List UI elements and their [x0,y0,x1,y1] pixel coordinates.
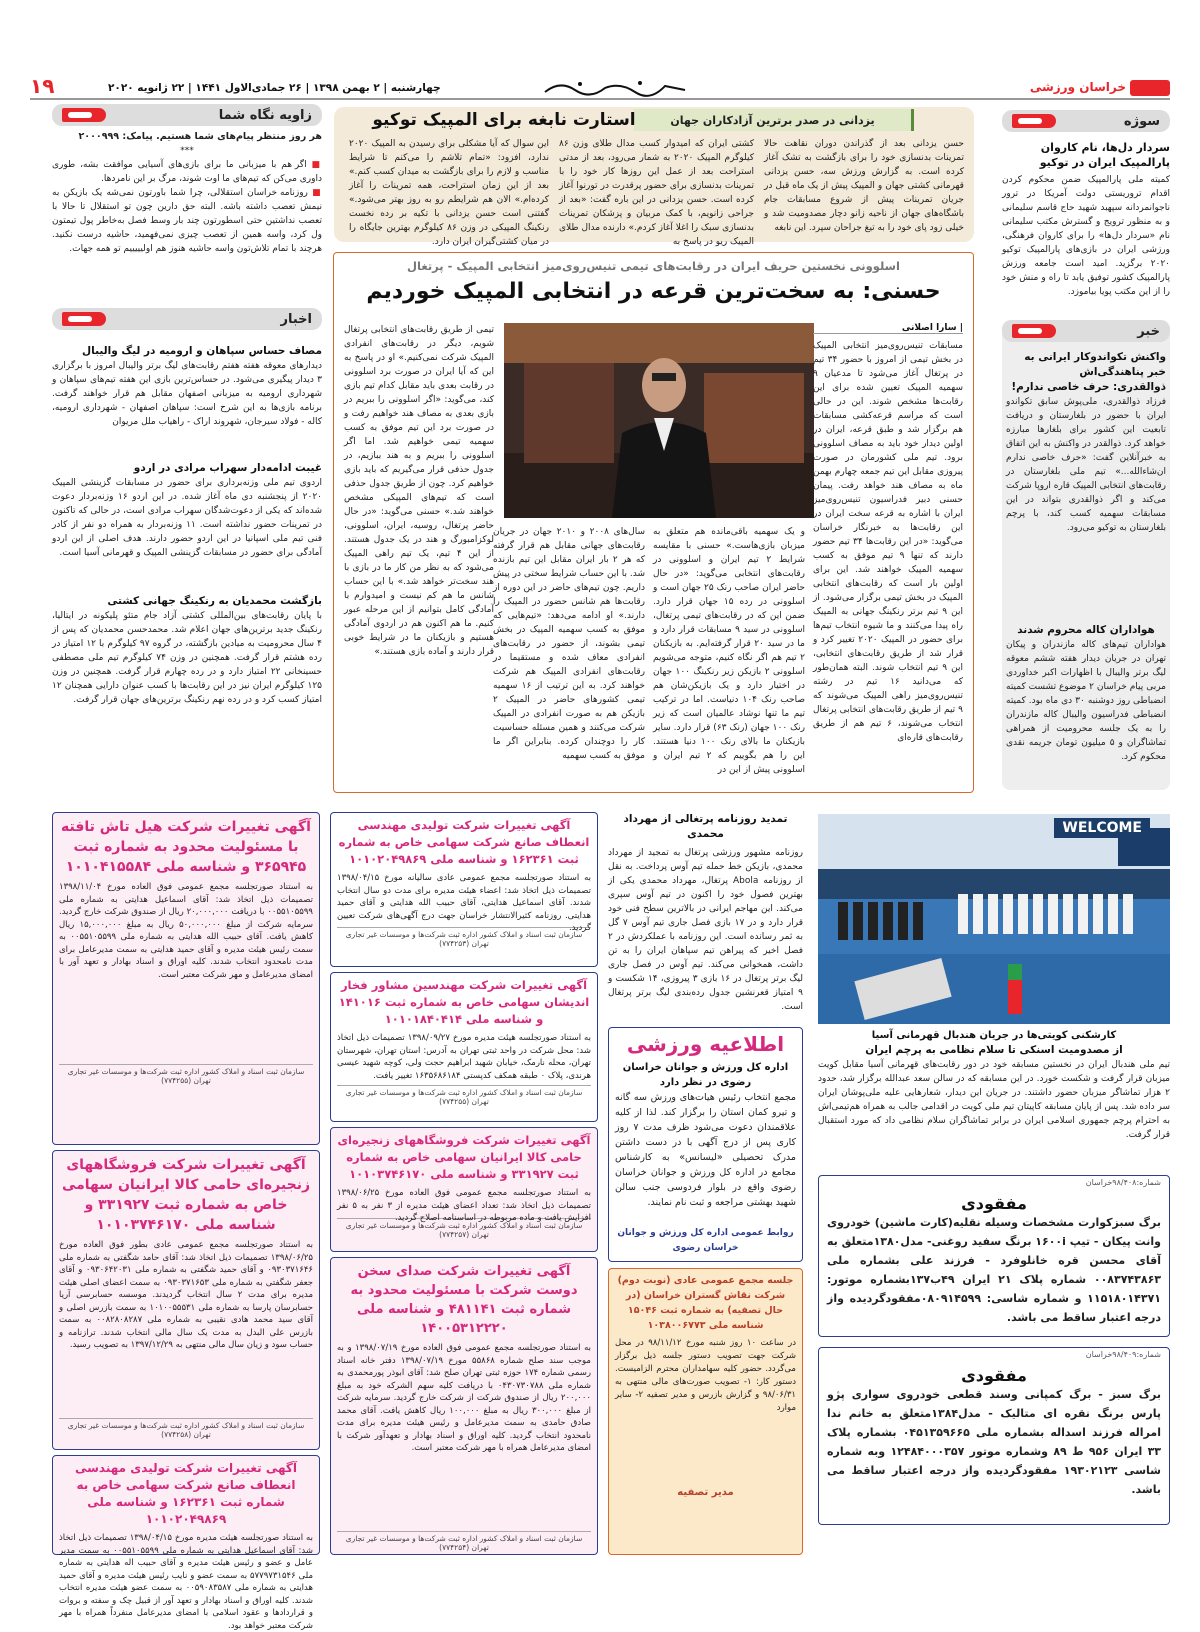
date-line: چهارشنبه | ۲ بهمن ۱۳۹۸ | ۲۶ جمادی‌الاول ۱۴۴۱ | ۲۲ ژانویه ۲۰۲۰ [108,82,441,94]
handball-caption1: کارشکنی کویتی‌ها در جریان هندبال قهرمانی آسیا [871,1030,1117,1041]
khabar-item1-sub: ذوالقدری: حرف خاصی ندارم! [1011,381,1166,393]
etelaie-title: اطلاعیه ورزشی [626,1032,785,1056]
pen-icon [62,312,106,326]
yazdani-box [334,107,974,247]
ad-fakhar-title: آگهی تغییرات شرکت مهندسین مشاور فخار اندیشان سهامی خاص به شماره ثبت ۱۴۱۰۱۶ و شناسه ملی ۱۰۱۰۱۸۴۰۴۱۴ [338,978,590,1026]
lost-notice-2-body: برگ سبز - برگ کمپانی وسند قطعی خودروی سواری پژو پارس برنگ نقره ای متالیک - مدل۱۳۸۴متعلق به خانم ندا امراله فرزند اسداله بشماره ملی ۰۴۵۱۳۵۹۶۶۵ بشماره پلاک ۳۳ ایران ۹۵۶ ط ۸۹ وشماره موتور ۱۲۴۸۴۰۰۰۳۵۷ وبه شماره شاسی ۱۹۳۰۲۱۲۳ مفقودگردیده واز درجه اعتبار ساقط می باشد. [827,1388,1161,1496]
ad-hami-kala-2-title: آگهی تغییرات شرکت فروشگاههای زنجیره‌ای حامی کالا ایرانیان سهامی خاص به شماره ثبت ۳۳۱۹۲۷ و شناسه ملی ۱۰۱۰۳۷۴۶۱۷۰ [337,1133,591,1181]
ad-fakhar-body: به استناد صورتجلسه هیئت مدیره مورخ ۱۳۹۸/۰۹/۲۷ تصمیمات ذیل اتخاذ شد: محل شرکت در واحد ثبتی تهران به آدرس: استان تهران، شهرستان تهران، محله نارمک، خیابان شهید ابراهیم حجت ولی، کوچه شهید عیسی هرندی، پلاک ۰ طبقه همکف کدپستی ۱۶۳۵۶۸۶۱۸۴ تغییر یافت. [337,1033,591,1081]
handball-body: تیم ملی هندبال ایران در نخستین مسابقه خود در دور رقابت‌های قهرمانی آسیا مقابل کویت میزبان قرار گرفت و شکست خورد. در این مسابقه که در سالن سعد عبدالله برگزار شد، حدود ۲ هزار تماشاگر میزبان حضور داشتند. در جریان این دیدار، شعارهایی علیه ملی‌پوشان ایران سر داده شد. پس از پایان مسابقه کاپیتان تیم ملی کویت در اقدامی جالب به همراه هم‌تیمی‌اش به احترام پرچم جمهوری اسلامی ایران در برابر تماشاگران سلام نظامی داد که مورد استقبال قرار گرفت. [818,1060,1170,1140]
ad-enetaf-2-body: به استناد صورتجلسه هیئت مدیره مورخ ۱۳۹۸/۰۴/۱۵ تصمیمات ذیل اتخاذ شد: آقای اسماعیل هدایتی به شماره ملی ۰۰۵۵۱۰۵۵۹۹ به سمت مدیر عامل و عضو و رئیس هیئت مدیره و آقای حبیب اله هدایتی به شماره ملی ۵۷۷۹۷۳۱۵۴۶ به سمت عضو و نایب رئیس هیئت مدیره و آقای حمید هدایتی به شماره ملی ۰۰۵۹۰۸۳۵۸۷ به سمت عضو هیئت مدیره انتخاب شدند. کلیه اوراق و اسناد بهادار و تعهد آور از قبیل چک و سفته و بروات و قراردادها و عقود اسلامی با امضای مدیرعامل منفرداً همراه با مهر شرکت معتبر خواهد بود. [59,1533,313,1631]
khabar-item2-title: هواداران کاله محروم شدند [1017,624,1155,636]
akhbar-item3-title: بازگشت محمدیان به رنکینگ جهانی کشتی [107,595,322,607]
lost-notice-1-title: مفقودی [961,1194,1027,1213]
handball-banner: WELCOME [1054,818,1150,838]
lost-notice-1 [818,1175,1170,1337]
zaviye-item2: ■ روزنامه خراسان استقلالی، چرا شما باورتون نمی‌شه یک بازیکن به نیمش تعصب داشته باشه. البته حق دارین چون تو استقلال تا حالا با تعصب نداشتین حتی اسطورتون چند بار وسط فصل به‌خاطر پول تیمتون ول کرد، واسه همین از تعصب چیزی نمی‌فهمید، حاشیه درست نکنید. هرچند با تمام تلاش‌تون واسه حاشیه هنوز هم اولیییییم تو همه جهات. [52,188,322,254]
zaviye-divider: *** [180,146,194,156]
ad-enetaf-2-title: آگهی تغییرات شرکت تولیدی مهندسی انعطاف صانع شرکت سهامی خاص به شماره ثبت ۱۶۲۳۶۱ و شناسه ملی ۱۰۱۰۲۰۴۹۸۶۹ [74,1461,297,1526]
ad-hami-kala-1-body: به استناد صورتجلسه مجمع عمومی عادی بطور فوق العاده مورخ ۱۳۹۸/۰۶/۲۵ تصمیمات ذیل اتخاذ شد: آقای حامد شگفتی به شماره ملی ۰۹۳۰۳۷۱۶۴۶ و آقای حمید شگفتی به شماره ملی ۰۹۳۰۶۴۲۰۳۱ و آقای جعفر شگفتی به شماره ملی ۰۹۳۰۳۷۱۶۵۳ به سمت اعضای اصلی هیئت مدیره برای مدت ۲ سال انتخاب گردیدند. موسسه حسابرسی آریا حسابرسان پارسا به شماره ملی ۱۰۱۰۰۵۵۵۳۱ به سمت بازرس اصلی و آقای سید محمد هادی نقیبی به شماره ملی ۰۰۸۲۸۰۸۲۸۷ به سمت بازرس علی البدل به مدت یک سال مالی انتخاب شدند. ترازنامه و حساب سود و زیان سال مالی منتهی به ۱۳۹۷/۱۲/۲۹ به تصویب رسید. [59,1240,313,1350]
lead-col1: مسابقات تنیس‌روی‌میز انتخابی المپیک در بخش تیمی از امروز با حضور ۳۴ تیم در پرتغال آغاز می‌شود تا مدعیان ۹ سهمیه المپیک تعیین شده برای این رقابت‌ها مشخص شوند. این در حالی است که مراسم قرعه‌کشی مسابقات هم برگزار شد و طبق قرعه، ایران در اولین دیدار خود باید به مصاف اسلوونی برود. تیم ملی کشورمان در صورت پیروزی مقابل این تیم جمعه چهارم بهمن ماه به مصاف هند خواهد رفت. پیمان حسنی دبیر فدراسیون تنیس‌روی‌میز ایران با اشاره به قرعه سخت ایران در این رقابت‌ها به خبرنگار خراسان می‌گوید: «در این رقابت‌ها ۳۴ تیم حضور دارند که تنها ۹ تیم موفق به کسب سهمیه المپیک خواهند شد. این برای اولین بار است که رقابت‌های انتخابی المپیک در بخش تیمی برگزار می‌شود. از این ۹ تیم برتر رنکینگ جهانی به المپیک راه پیدا می‌کنند و ما شیوه انتخاب تیم‌ها برای حضور در المپیک ۲۰۲۰ تغییر کرد و قرار شد از طریق رقابت‌های انتخابی، این ۹ تیم انتخاب شوند. البته همان‌طور که می‌دانید ۱۶ تیم در رشته تنیس‌روی‌میز راهی المپیک می‌شوند که ۹ تیم از طریق رقابت‌های انتخابی پرتغال انتخاب می‌شوند، ۶ تیم هم از طریق رقابت‌های قاره‌ای [813,341,964,743]
akhbar-item3-body: با پایان رقابت‌های بین‌المللی کشتی آزاد جام متئو پلیکونه در ایتالیا، رنکینگ جدید برترین‌های جهان اعلام شد. محمدحسن محمدیان که پس از ۴ سال محرومیت به میادین بازگشته، در گروه ۹۷ کیلوگرم با ۱۲ امتیاز در رده هشتم قرار گرفت. همچنین در وزن ۷۴ کیلوگرم تیم ملی مصطفی حسینخانی ۲۲ امتیاز دارد و در رده چهارم قرار گرفت. همچنین در وزن ۱۲۵ کیلوگرم ایران نیز در این رقابت‌ها با کسب عنوان دارایی همچنان ۱۲ امتیاز کسب کرد و در رده نهم رنکینگ برترین‌های جهان قرار گرفت. [52,611,322,705]
ad-sedaye-sokhan-footer: سازمان ثبت اسناد و املاک کشور اداره ثبت شرکت‌ها و موسسات غیر تجاری تهران (۷۷۴۲۵۴) [337,1531,591,1552]
ad-enetaf-1-footer: سازمان ثبت اسناد و املاک کشور اداره ثبت شرکت‌ها و موسسات غیر تجاری تهران (۷۷۴۲۵۳) [337,927,591,948]
lead-article [333,252,974,793]
yazdani-col3: این سوال که آیا مشکلی برای رسیدن به المپیک ۲۰۲۰ ندارد، افزود: «تمام تلاشم را می‌کنم تا شرایط مناسب و لازم را برای بازگشت به میدان کسب کنم.» بعد از این زمان استراحت، همه تمرینات را آغاز کرده‌ام.» الان هم شرایطم رو به روز بهتر می‌شود.» گفتنی است حسن یزدانی با تکیه بر رده نخست رنکینگ المپیکی در وزن ۸۶ کیلوگرم بهترین جایگاه را در میان کشتی‌گیران ایران دارد. [349,139,549,247]
pen-icon [1012,324,1056,338]
quote-icon [62,108,106,122]
handball-caption2: از مصدومیت اسنکی تا سلام نظامی به پرچم ایران [865,1044,1123,1056]
ad-hami-kala-2-footer: سازمان ثبت اسناد و املاک کشور اداره ثبت شرکت‌ها و موسسات غیر تجاری تهران (۷۷۴۲۵۷) [337,1218,591,1239]
calligraphy-icon [540,78,690,98]
tamdid-body: روزنامه مشهور ورزشی پرتغال به تمجید از مهرداد محمدی، بازیکن خط حمله تیم آوس پرداخت. به نقل از روزنامه Abola پرتغال، مهرداد محمدی یکی از بهترین فصول خود را اکنون در تیم آوس سپری می‌کند. این مهاجم ایرانی در بالاترین سطح فنی خود قرار دارد و در ۱۷ بازی فصل جاری تیم آوس ۷ گل به ثمر رسانده است. این روزنامه با عملکردش در ۲ فصل اخیر که پیراهن تیم سپاهان ایران را به تن داشت، همخوانی می‌کند. تیم آوس در فصل جاری لیگ برتر پرتغال در ۱۶ بازی ۳ پیروزی، ۱۴ شکست و ۹ امتیاز قعرنشین جدول رده‌بندی لیگ برتر پرتغال است. [608,848,804,1012]
ad-fakhar [330,972,598,1122]
ad-fakhar-footer: سازمان ثبت اسناد و املاک کشور اداره ثبت شرکت‌ها و موسسات غیر تجاری تهران (۷۷۴۲۵۵) [337,1085,591,1106]
khabar-header [1002,320,1170,342]
zaviye-header [52,104,322,126]
etelaie-box [608,1027,803,1262]
ad-hami-kala-1-footer: سازمان ثبت اسناد و املاک کشور اداره ثبت شرکت‌ها و موسسات غیر تجاری تهران (۷۷۴۲۵۸) [59,1418,313,1439]
yazdani-col2: کشتی ایران که امیدوار کسب مدال طلای وزن ۸۶ کیلوگرم المپیک ۲۰۲۰ به شمار می‌رود، بعد از مدتی استراحت بعد از عمل این روزها کار خود را با تمرینات بدنسازی برای حضور پرقدرت در تورنوا آغاز کرده است. حسن یزدانی در این باره گفت: «بعد از جراحی زانویم، با کمک مربیان و پزشکان تمرینات بدنسازی سبک را اغلا آغاز کردم.» دارنده مدال طلای المپیک ریو در پاسخ به [559,139,754,247]
akhbar-item2-title: غیبت ادامه‌دار سهراب مرادی در اردو [133,462,322,474]
etelaie-sign: روابط عمومی اداره کل ورزش و جوانان خراسان رضوی [617,1228,794,1253]
sooje-headline1: سردار دل‌ها، نام کاروان [1040,141,1170,154]
lost-notice-2-title: مفقودی [961,1366,1027,1385]
meeting-body: در ساعت ۱۰ روز شنبه مورخ ۹۸/۱۱/۱۲ در محل شرکت جهت تصویب دستور جلسه ذیل برگزار می‌گردد. حضور کلیه سهامداران محترم الزامیست. دستور کار: ۱- تصویب صورت‌های مالی منتهی به ۹۸/۰۶/۳۱ و گزارش بازرس و مدیر تصفیه ۲- سایر موارد [615,1338,796,1413]
akhbar-item2-body: اردوی تیم ملی وزنه‌برداری برای حضور در مسابقات گزینشی المپیک ۲۰۲۰ از پنجشنبه دی ماه آغاز شده. در این اردو ۱۶ وزنه‌بردار دعوت شده‌اند که یکی از دعوت‌شدگان سهراب مرادی است، در حالی که تاکنون در تمرینات حضور نداشته است. ۱۱ وزنه‌بردار به همراه دو نفر از کادر فنی تیم ملی اسپانیا در این اردو حضور دارند. هدف اصلی از این اردو آمادگی برای حضور در مسابقات گزینشی المپیک و قهرمانی آسیا است. [52,478,322,558]
tamdid-title: تمدید روزنامه پرتغالی از مهرداد محمدی [623,813,788,840]
logo-icon [1130,80,1170,96]
lead-col3: سال‌های ۲۰۰۸ و ۲۰۱۰ جهان در جریان رقابت‌های جهانی مقابل هم قرار گرفته که هر ۲ بار ایران مقابل این تیم بازنده شد. با این حساب شرایط سختی در پیش داریم. چون تیم‌های حاضر در این دوره از رقابت‌ها هم شانس حضور در المپیک را دارند.» او ادامه می‌دهد: «تیم‌هایی که موفق به کسب سهمیه المپیک در بخش تیمی بشوند، از حضور در رقابت‌های انفرادی معاف شده و مستقیما در رقابت‌های انفرادی المپیک هم شرکت خواهند کرد. به این ترتیب از ۱۶ سهمیه تیمی کشورهای حاضر در المپیک ۲ بازیکن هم به صورت انفرادی در المپیک شرکت می‌کنند و همین مسئله حساسیت کار را دوچندان کرده. بنابراین اگر ما موفق به کسب سهمیه [493,527,646,761]
zaviye-section [52,104,322,304]
page-number: ۱۹ [30,74,55,98]
ad-enetaf-1-title: آگهی تغییرات شرکت تولیدی مهندسی انعطاف صانع شرکت سهامی خاص به شماره ثبت ۱۶۲۳۶۱ و شناسه ملی ۱۰۱۰۲۰۴۹۸۶۹ [338,818,590,866]
khabar-item1-title: واکنش تکواندوکار ایرانی به خبر پناهندگی‌اش [1024,351,1166,378]
ad-hami-kala-1 [52,1150,320,1450]
tamdid-article [608,812,803,1022]
etelaie-body: مجمع انتخاب رئیس هیات‌های ورزش سه گانه و تیرو کمان استان را برگزار کند. لذا از کلیه علاقمندان دعوت می‌شود ظرف مدت ۷ روز کاری پس از درج آگهی با در دست داشتن مدرک تحصیلی «لیسانس» به کارشناس مجامع در اداره کل ورزش و جوانان خراسان رضوی واقع در بلوار فردوسی جنب سالن شهید بهشتی مراجعه و ثبت نام نمایند. [615,1092,796,1208]
lost-notice-1-ref: شماره:۹۸/۴۰۸خراسان [1085,1178,1161,1187]
etelaie-sub: اداره کل ورزش و جوانان خراسان رضوی در نظر دارد [622,1062,789,1088]
ad-hil-tash-footer: سازمان ثبت اسناد و املاک کشور اداره ثبت شرکت‌ها و موسسات غیر تجاری تهران (۷۷۴۲۵۵) [59,1064,313,1085]
logo-text: خراسان ورزشی [1029,80,1126,94]
ad-hil-tash-body: به استناد صورتجلسه مجمع عمومی فوق العاده مورخ ۱۳۹۸/۱۱/۰۴ تصمیمات ذیل اتخاذ شد: آقای اسماعیل هدایتی به شماره ملی ۰۰۵۵۱۰۵۵۹۹ با دریافت ۲۰,۰۰۰,۰۰۰ ریال از صندوق شرکت خارج گردید. سرمایه شرکت از مبلغ ۵۰,۰۰۰,۰۰۰ ریال به مبلغ ۱۵,۰۰۰,۰۰۰ ریال کاهش یافت. آقای حبیب الله هدایتی به شماره ملی ۰۰۵۵۱۰۵۵۹۹ به سمت رئیس هیئت مدیره و آقای حمید هدایتی به سمت مدیرعامل برای مدت نامحدود انتخاب شدند. کلیه اوراق و اسناد بهادار و تعهد آور با امضای مدیرعامل و مهر شرکت معتبر است. [59,882,313,980]
page-header [30,74,1170,100]
sooje-body: کمیته ملی پارالمپیک ضمن محکوم کردن اقدام تروریستی دولت آمریکا در ترور ناجوانمردانه سپهبد شهید حاج قاسم سلیمانی و به منظور ترویج و گسترش مکتب سلیمانی نام «سردار دل‌ها» را برای کاروان فرهنگی، ورزشی ایران در بازی‌های پارالمپیک توکیو ۲۰۲۰ برگزید. امید است جامعه ورزش پارالمپیک کشور توفیق یابد تا راه و منش خود را از این مکتب پویا بیاموزد. [1002,175,1170,297]
ad-enetaf-2 [52,1455,320,1631]
akhbar-section [52,308,322,793]
zaviye-title: زاویه نگاه شما [218,107,312,123]
khabar-item1-body: فرزاد ذوالقدری، ملی‌پوش سابق تکواندو ایران با حضور در بلغارستان و دریافت تابعیت این کشور برای بلغارها مبارزه خواهد کرد. ذوالقدر در واکنش به این اتفاق به خبرآنلاین گفت: «حرف خاصی ندارم ان‌شاءالله...» تیم ملی بلغارستان در رقابت‌های انتخابی المپیک قاره اروپا شرکت می‌کند و اگر ذوالقدری بتواند در این مسابقات سهمیه کسب کند، با پرچم بلغارستان به توکیو می‌رود. [1006,397,1166,533]
lead-col2: و یک سهمیه باقی‌مانده هم متعلق به میزبان بازی‌هاست.» حسنی با مقایسه شرایط ۲ تیم ایران و اسلوونی در رقابت‌های انتخابی می‌گوید: «در حال حاضر ایران صاحب رنک ۲۵ جهان است و اسلوونی در رده ۱۵ جهان قرار دارد. ضمن این که در رقابت‌های تیمی پرتغال، اسلوونی در سید ۹ مسابقات قرار دارد و ما در سید ۲۰ قرار گرفته‌ایم. به بازیکنان ۲ تیم هم اگر نگاه کنیم، متوجه می‌شویم اسلوونی ۲ بازیکن زیر رنکینگ ۱۰۰ جهان در اختیار دارد و یک بازیکن‌شان هم صاحب رنک ۱۰۴ دنیاست. اما در ترکیب تیم ما تنها نوشاد عالمیان است که زیر رنک ۱۰۰ جهان (رنک ۶۳) قرار دارد. سایر بازیکنان ما بالای رنک ۱۰۰ دنیا هستند. این را هم بگوییم که ۲ تیم ایران و اسلوونی پیش از این در [653,527,805,775]
khabar-section [1002,320,1170,790]
ad-hil-tash [52,812,320,1145]
sooje-header [1002,110,1170,132]
lead-byline: | سارا اصلانی [813,323,963,334]
handball-article [818,1028,1170,1143]
yazdani-col1: حسن یزدانی بعد از گذراندن دوران نقاهت حالا تمرینات بدنسازی خود را برای بازگشت به تشک آغاز کرده است. به گزارش ورزش سه، حسن یزدانی قهرمانی کشتی جهان و المپیک پیش از یک ماه قبل در جریان تمرینات پیش از شروع مسابقات جام باشگاه‌های جهان از ناحیه زانو دچار مصدومیت شد و خیلی زود پای خود را به تیغ جراحان سپرد. این نابغه [764,139,964,233]
lost-notice-2-ref: شماره:۹۸/۴۰۹خراسان [1085,1350,1161,1359]
ad-hil-tash-title: آگهی تغییرات شرکت هیل تاش تافته با مسئولیت محدود به شماره ثبت ۳۶۵۹۴۵ و شناسه ملی ۱۰۱۰۴۱۵۵۸۴ [61,819,311,875]
lead-headline: حسنی: به سخت‌ترین قرعه در انتخابی المپیک خوردیم [366,279,941,304]
lead-kicker: اسلوونی نخستین حریف ایران در رقابت‌های تیمی تنیس‌روی‌میز انتخابی المپیک - پرتغال [407,259,900,273]
ad-sedaye-sokhan-body: به استناد صورتجلسه مجمع عمومی فوق العاده مورخ ۱۳۹۸/۰۷/۱۹ و به موجب سند صلح شماره ۵۵۸۶۸ مورخ ۱۳۹۸/۰۷/۱۹ دفتر خانه اسناد رسمی شماره ۱۷۴ حوزه ثبتی تهران صلح شد: آقای ابوذر پورمحمدی به شماره ملی ۰۴۳۰۷۳۰۷۸۸ با دریافت کلیه سهم الشرکه خود به مبلغ ۲۰۰,۰۰۰ ریال از صندوق شرکت از شرکت خارج گردید. سرمایه شرکت از مبلغ ۳۰۰,۰۰۰ ریال به مبلغ ۱۰۰,۰۰۰ ریال کاهش یافت. آقای محمد صادق حامدی به سمت مدیرعامل و رئیس هیئت مدیره برای مدت نامحدود انتخاب گردید. کلیه اوراق و اسناد بهادار و تعهدآور شرکت با امضای مدیرعامل همراه با مهر شرکت معتبر است. [337,1343,591,1453]
lead-col4: تیمی از طریق رقابت‌های انتخابی پرتغال شویم، دیگر در رقابت‌های انفرادی المپیک شرکت نمی‌کنیم.» او در پاسخ به این که آیا ایران در صورت برد اسلوونی در رقابت بعدی باید مقابل کدام تیم بازی کند، می‌گوید: «اگر اسلوونی را ببریم در بازی بعدی به مصاف هند خواهیم رفت و در صورت برد این تیم موفق به کسب سهمیه تیمی خواهیم شد. اما اگر اسلوونی را ببریم و به هند ببازیم، در جدول حذفی قرار می‌گیریم که باید بازی خواهیم کرد. چون از طریق جدول حذفی است که تیم‌های المپیکی مشخص خواهند شد.» حسنی می‌گوید: «در حال حاضر پرتغال، روسیه، ایران، اسلوونی، لوکزامبورگ و هند در یک جدول هستند. از این ۴ تیم، یک تیم راهی المپیک می‌شود که به نظر من کار ما در بازی با هند سخت‌تر خواهد شد.» با این حساب شانس ما هم کم نیست و امیدوارم با آمادگی کامل بتوانیم از این مرحله عبور کنیم. ما هم اکنون هم در اردوی آمادگی هستیم و بازیکنان ما در شرایط خوبی قرار دارند و آماده بازی هستند.» [344,325,495,657]
zaviye-phone: هر روز منتظر پیام‌های شما هستیم. پیامک: ۲۰۰۰۹۹۹ [78,131,322,142]
ad-hami-kala-2-body: به استناد صورتجلسه مجمع عمومی فوق العاده مورخ ۱۳۹۸/۰۶/۲۵ تصمیمات ذیل اتخاذ شد: تعداد اعضای هیئت مدیره از ۳ نفر به ۵ نفر افزایش یافت و ماده مربوطه در اساسنامه اصلاح گردید. [337,1188,592,1223]
handball-photo [818,814,1170,1024]
yazdani-headline: استارت نابغه برای المپیک توکیو [372,110,636,130]
lost-notice-2 [818,1347,1170,1525]
akhbar-item1-title: مصاف حساس سپاهان و ارومیه در لیگ والیبال [82,345,322,357]
logo [1029,78,1170,98]
meeting-box [608,1268,803,1555]
sooje-section [1002,110,1170,310]
lost-notice-1-body: برگ سبزکوارت مشخصات وسیله نقلیه(کارت ماشین) خودروی وانت پیکان - تیپ ۱۶۰۰i برنگ سفید روغنی- مدل۱۳۸۰متعلق به آقای محسن قره خانلوفرد - فرزند علی بشماره ملی ۰۰۸۳۷۴۳۸۶۳ شماره پلاک ۲۱ ایران ۴۹ب۱۳۷بشماره موتور: ۱۱۵۱۸۰۱۴۳۷۱ و شماره شاسی: ۰۸۰۹۱۴۵۹۹مفقودگردیده واز درجه اعتبار ساقط می باشد. [827,1216,1162,1324]
yazdani-kicker: یزدانی در صدر برترین آزادکاران جهان [634,109,914,131]
ad-sedaye-sokhan-title: آگهی تغییرات شرکت صدای سخن دوست شرکت با مسئولیت محدود به شماره ثبت ۴۸۱۱۴۱ و شناسه ملی ۱۴۰۰۵۳۱۲۲۲۰ [350,1264,578,1336]
ad-hami-kala-2 [330,1127,598,1252]
khabar-item2-body: هواداران تیم‌های کاله مازندران و پیکان تهران در جریان دیدار هفته ششم معوقه لیگ برتر والیبال با اظهارات اکبر خداوردی مربی پیام خراسان ۲ موضوع تشست کمیته انضباطی روز دوشنبه ۳۰ دی ماه بود. کمیته انضباطی فدراسیون والیبال کاله مازندران را به یک جلسه محرومیت از همراهی تماشاگران و ۵ میلیون تومان جریمه نقدی محکوم کرد. [1006,640,1166,762]
sooje-title: سوژه [1123,113,1160,129]
ad-sedaye-sokhan [330,1257,598,1555]
akhbar-item1-body: دیدارهای معوقه هفته هفتم رقابت‌های لیگ برتر والیبال امروز با برگزاری ۳ دیدار پیگیری می‌شود. در حساس‌ترین بازی این هفته تیم‌های سپاهان و شهرداری ارومیه به میزبانی اصفهان مقابل هم قرار خواهند گرفت. برنامه بازی‌ها به این شرح است: سپاهان اصفهان - شهرداری ارومیه، کاله - فولاد سیرجان، شهروند اراک - راهیاب ملل مریوان [52,361,322,427]
pen-icon [1012,114,1056,128]
ad-hami-kala-1-title: آگهی تغییرات شرکت فروشگاههای زنجیره‌ای حامی کالا ایرانیان سهامی خاص به شماره ثبت ۳۳۱۹۲۷ و شناسه ملی ۱۰۱۰۳۷۴۶۱۷۰ [61,1157,311,1233]
ad-enetaf-1-body: به استناد صورتجلسه مجمع عمومی عادی سالیانه مورخ ۱۳۹۸/۰۴/۱۵ تصمیمات ذیل اتخاذ شد: اعضاء هیئت مدیره برای مدت دو سال انتخاب شدند. آقای اسماعیل هدایتی، آقای حبیب الله هدایتی و آقای حمید هدایتی. روزنامه کثیرالانتشار خراسان جهت درج آگهی‌های شرکت تعیین گردید. [337,873,591,933]
zaviye-item1: ■ اگر هم با میزبانی ما برای بازی‌های آسیایی موافقت بشه، طوری داوری می‌کن که تیم‌های ما اوت شوند، مرگ بر این نامردها. [52,160,322,184]
ad-enetaf-1 [330,812,598,967]
meeting-sign: مدیر تصفیه [677,1487,734,1498]
lead-photo [504,323,814,518]
sooje-headline2: پارالمپیک ایران در توکیو [1039,156,1170,169]
akhbar-title: اخبار [280,311,312,327]
khabar-title: خبر [1137,323,1160,339]
meeting-title: جلسه مجمع عمومی عادی (نوبت دوم) شرکت نقاش گستران خراسان (در حال تصفیه) به شماره ثبت ۱۵۰۴۶ شناسه ملی ۱۰۳۸۰۰۶۷۷۳ [617,1275,794,1331]
akhbar-header [52,308,322,330]
